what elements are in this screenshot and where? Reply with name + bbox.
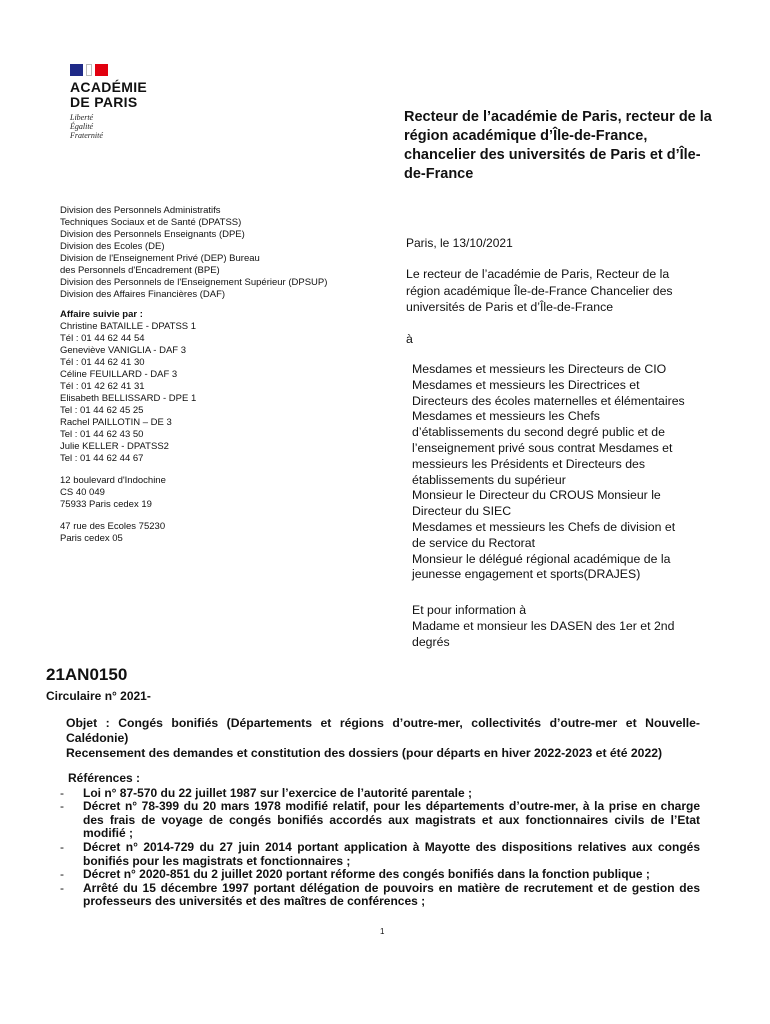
- reference-text: Arrêté du 15 décembre 1997 portant délégation de pouvoirs en matière de recrutement et de gestion des professeurs des universités et des maîtres de conférences ;: [83, 880, 700, 909]
- contact-line: Elisabeth BELLISSARD - DPE 1: [60, 393, 197, 404]
- objet-subline: Recensement des demandes et constitution des dossiers (pour départs en hiver 2022-2023 et été 2022): [66, 746, 663, 760]
- division-line: Division des Personnels Enseignants (DPE): [60, 229, 245, 240]
- flag-blue-bar: [70, 64, 83, 76]
- reference-item: [60, 787, 700, 801]
- affaire-suivie-heading: Affaire suivie par :: [60, 309, 143, 320]
- logo-name: [70, 80, 166, 110]
- recteur-title: Recteur de l’académie de Paris, recteur de la région académique d’Île-de-France, chancelier des universités de Paris et d’Île-de-France: [404, 109, 712, 182]
- address-ecoles: [60, 521, 360, 545]
- reference-text: Décret n° 2014-729 du 27 juin 2014 portant application à Mayotte des dispositions relatives aux congés bonifiés pour les magistrats et fonctionnaires ;: [83, 839, 700, 868]
- logo-name-line2: DE PARIS: [70, 94, 138, 110]
- reference-item: [60, 868, 700, 882]
- recipient-line: Mesdames et messieurs les Chefs: [412, 409, 600, 424]
- left-column: [60, 205, 360, 545]
- recipient-line: établissements du supérieur: [412, 472, 566, 487]
- marianne-flag-icon: [70, 64, 166, 76]
- dash-bullet: -: [60, 880, 64, 895]
- division-line: Division des Affaires Financières (DAF): [60, 289, 226, 300]
- address-indochine: [60, 475, 360, 511]
- contact-line: Tel : 01 44 62 45 25: [60, 405, 144, 416]
- recipient-line: Mesdames et messieurs les Chefs de division et: [412, 519, 676, 534]
- division-line: Division des Personnels de l'Enseignement Supérieur (DPSUP): [60, 277, 328, 288]
- dash-bullet: -: [60, 867, 64, 882]
- references-list: [60, 787, 700, 909]
- contact-line: Tél : 01 44 62 41 30: [60, 357, 145, 368]
- recipient-line: de service du Rectorat: [412, 535, 536, 550]
- recipient-line: Directeurs des écoles maternelles et élémentaires: [412, 393, 685, 408]
- address-line: CS 40 049: [60, 487, 105, 498]
- info-line: degrés: [412, 634, 450, 649]
- logo-name-line1: ACADÉMIE: [70, 79, 148, 95]
- motto-liberte: Liberté: [70, 113, 94, 122]
- flag-red-bar: [95, 64, 108, 76]
- marianne-profile-icon: [86, 64, 92, 76]
- address-line: 47 rue des Ecoles 75230: [60, 521, 166, 532]
- contact-line: Tél : 01 42 62 41 31: [60, 381, 145, 392]
- recipient-line: l’enseignement privé sous contrat Mesdames et: [412, 440, 673, 455]
- info-line: Et pour information à: [412, 603, 527, 617]
- recipient-line: Directeur du SIEC: [412, 504, 512, 519]
- contact-line: Tel : 01 44 62 43 50: [60, 429, 144, 440]
- recipient-line: d’établissements du second degré public et de: [412, 425, 665, 440]
- contact-line: Céline FEUILLARD - DAF 3: [60, 369, 178, 380]
- recipient-line: Mesdames et messieurs les Directeurs de CIO: [412, 362, 667, 376]
- recipients-list: [412, 362, 712, 583]
- reference-item: [60, 882, 700, 909]
- circulaire-number: Circulaire n° 2021-: [46, 689, 151, 703]
- address-line: 12 boulevard d'Indochine: [60, 475, 166, 486]
- recipient-line: Mesdames et messieurs les Directrices et: [412, 377, 640, 392]
- contact-line: Rachel PAILLOTIN – DE 3: [60, 417, 172, 428]
- for-information-list: [412, 603, 712, 650]
- objet-line: Objet : Congés bonifiés (Départements et régions d’outre-mer, collectivités d’outre-mer et Nouvelle-Calédonie): [66, 716, 700, 745]
- contacts-list: [60, 321, 360, 465]
- division-line: des Personnels d'Encadrement (BPE): [60, 265, 220, 276]
- contact-line: Geneviève VANIGLIA - DAF 3: [60, 345, 187, 356]
- divisions-list: [60, 205, 360, 301]
- references-block: [60, 772, 700, 909]
- dash-bullet: -: [60, 839, 64, 854]
- address-line: Paris cedex 05: [60, 533, 123, 544]
- logo-motto: [70, 113, 166, 140]
- contact-line: Tel : 01 44 62 44 67: [60, 453, 144, 464]
- division-line: Division de l'Enseignement Privé (DEP) Bureau: [60, 253, 260, 264]
- division-line: Techniques Sociaux et de Santé (DPATSS): [60, 217, 242, 228]
- recipient-intro: à: [406, 332, 413, 346]
- info-line: Madame et monsieur les DASEN des 1er et 2nd: [412, 618, 675, 633]
- motto-egalite: Égalité: [70, 122, 94, 131]
- address-line: 75933 Paris cedex 19: [60, 499, 152, 510]
- motto-fraternite: Fraternité: [70, 131, 103, 140]
- contact-line: Tél : 01 44 62 44 54: [60, 333, 145, 344]
- contact-line: Christine BATAILLE - DPATSS 1: [60, 321, 197, 332]
- division-line: Division des Ecoles (DE): [60, 241, 165, 252]
- contact-line: Julie KELLER - DPATSS2: [60, 441, 169, 452]
- page-number: 1: [380, 927, 385, 936]
- division-line: Division des Personnels Administratifs: [60, 205, 221, 216]
- recipient-line: Monsieur le délégué régional académique de la: [412, 551, 671, 566]
- reference-text: Décret n° 78-399 du 20 mars 1978 modifié relatif, pour les départements d’outre-mer, à la prise en charge des frais de voyage de congés bonifiés accordés aux magistrats et aux fonctionnaires civils de l’Etat modifié ;: [83, 799, 700, 841]
- academie-logo: [66, 64, 166, 140]
- dash-bullet: -: [60, 785, 64, 800]
- reference-number: 21AN0150: [46, 665, 128, 684]
- dash-bullet: -: [60, 799, 64, 814]
- reference-text: Loi n° 87-570 du 22 juillet 1987 sur l’exercice de l’autorité parentale ;: [83, 785, 472, 800]
- reference-item: [60, 800, 700, 841]
- references-heading: Références :: [68, 771, 141, 785]
- objet-block: [66, 716, 700, 761]
- reference-text: Décret n° 2020-851 du 2 juillet 2020 portant réforme des congés bonifiés dans la fonction publique ;: [83, 867, 650, 882]
- letter-date: Paris, le 13/10/2021: [406, 236, 513, 250]
- reference-item: [60, 841, 700, 868]
- recipient-line: messieurs les Présidents et Directeurs des: [412, 456, 646, 471]
- sender-line: Le recteur de l’académie de Paris, Recteur de la région académique Île-de-France Chancelier des universités de Paris et d’Île-de-France: [406, 267, 673, 314]
- recipient-line: Monsieur le Directeur du CROUS Monsieur le: [412, 488, 661, 503]
- recipient-line: jeunesse engagement et sports(DRAJES): [412, 567, 641, 582]
